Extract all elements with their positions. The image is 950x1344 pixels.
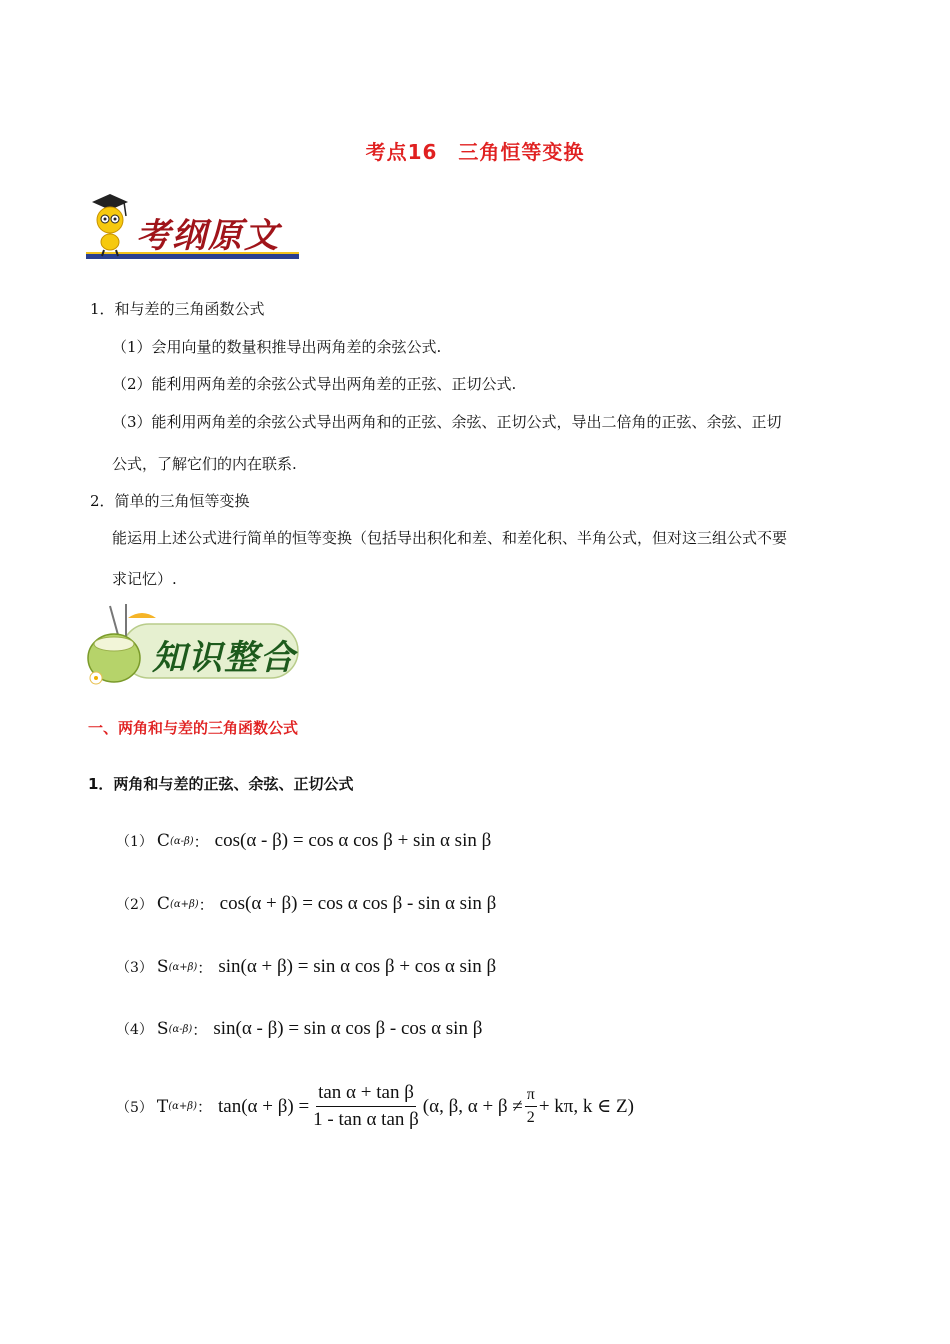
condition-suffix: + kπ, k ∈ Z) (538, 1096, 634, 1117)
formula-separator: ： (197, 958, 213, 977)
formula-symbol: C (156, 894, 170, 914)
formula-separator: ： (198, 895, 214, 914)
formula-symbol: S (156, 957, 169, 977)
formula-subscript: (α+β) (169, 898, 199, 910)
formula-subscript: (α+β) (168, 961, 198, 973)
syllabus-badge-text: 考纲原文 (136, 216, 280, 256)
page-title: 考点16 三角恒等变换 (365, 140, 585, 164)
knowledge-badge-text: 知识整合 (152, 638, 296, 678)
formula-label: （1） (116, 834, 153, 850)
formula-symbol: S (156, 1019, 169, 1039)
formula-subscript: (α-β) (168, 1023, 193, 1035)
syllabus-line: 能运用上述公式进行简单的恒等变换（包括导出积化和差、和差化积、半角公式，但对这三组公式不要 (112, 529, 788, 547)
formula-subscript: (α+β) (168, 1101, 197, 1112)
formula-label: （4） (116, 1022, 153, 1038)
formula-subscript: (α-β) (169, 835, 194, 847)
syllabus-line: （3）能利用两角差的余弦公式导出两角和的正弦、余弦、正切公式，导出二倍角的正弦、余弦、正切 (112, 413, 782, 431)
formula-label: （5） (116, 1099, 153, 1116)
section-heading: 一、两角和与差的三角函数公式 (88, 719, 299, 737)
pi-over-two-fraction (525, 1086, 537, 1127)
fraction-numerator: tan α + tan β (316, 1082, 416, 1107)
formula-row-tangent (116, 1082, 634, 1131)
formula-row (116, 893, 496, 915)
fraction-numerator: π (525, 1086, 537, 1107)
formula-expression: sin(α + β) = sin α cos β + cos α sin β (218, 956, 497, 977)
formula-symbol: T (156, 1096, 169, 1117)
formula-separator: ： (196, 1098, 212, 1116)
formula-expression: cos(α - β) = cos α cos β + sin α sin β (214, 830, 492, 851)
formula-expression: sin(α - β) = sin α cos β - cos α sin β (213, 1018, 483, 1039)
formula-expression: cos(α + β) = cos α cos β - sin α sin β (219, 893, 497, 914)
subsection-heading: 1．两角和与差的正弦、余弦、正切公式 (88, 775, 354, 793)
formula-lhs: tan(α + β) = (218, 1095, 310, 1117)
formula-expression (218, 1082, 634, 1131)
tangent-fraction (311, 1082, 421, 1131)
condition-prefix: (α, β, α + β ≠ (422, 1095, 523, 1117)
formula-row (116, 1018, 482, 1040)
formula-row (116, 830, 491, 852)
knowledge-badge (86, 602, 301, 690)
syllabus-line: 1．和与差的三角函数公式 (90, 300, 265, 318)
fraction-denominator: 2 (526, 1109, 535, 1126)
syllabus-badge (86, 190, 301, 262)
syllabus-line: （1）会用向量的数量积推导出两角差的余弦公式. (112, 338, 442, 356)
formula-symbol: C (156, 831, 170, 851)
formula-label: （3） (116, 960, 153, 976)
formula-label: （2） (116, 897, 153, 913)
syllabus-line: 公式，了解它们的内在联系. (112, 455, 297, 473)
formula-separator: ： (193, 832, 209, 851)
syllabus-line: （2）能利用两角差的余弦公式导出两角差的正弦、正切公式. (112, 375, 517, 393)
formula-row (116, 956, 496, 978)
formula-separator: ： (192, 1020, 208, 1039)
syllabus-line: 求记忆）. (112, 570, 177, 588)
fraction-denominator: 1 - tan α tan β (313, 1109, 419, 1130)
syllabus-line: 2．简单的三角恒等变换 (90, 492, 250, 510)
